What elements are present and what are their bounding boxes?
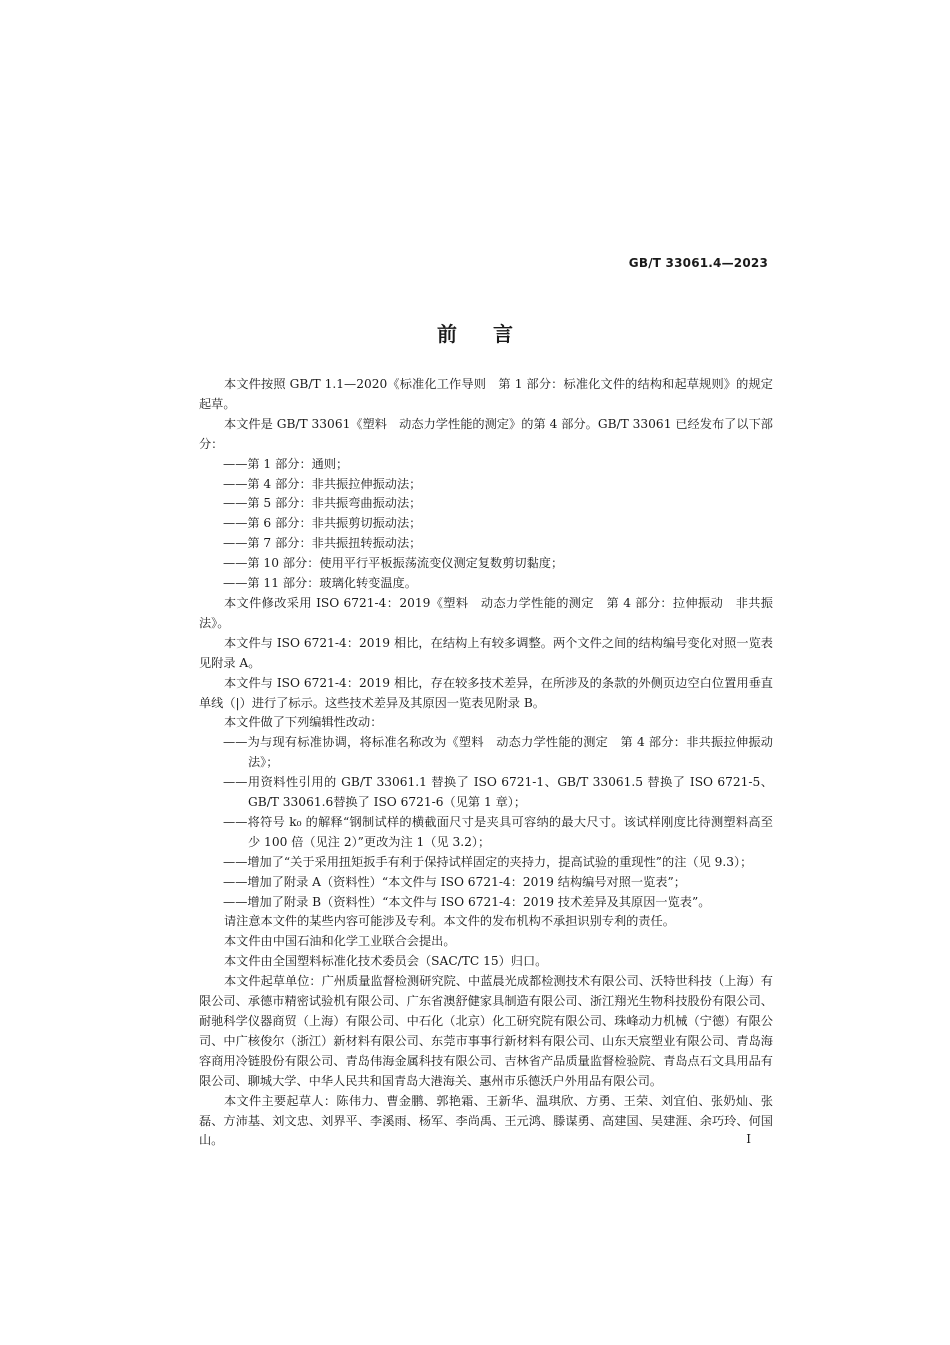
list-item: ——将符号 k₀ 的解释“钢制试样的横截面尺寸是夹具可容纳的最大尺寸。该试样刚度比待测塑料高至少 100 倍（见注 2）”更改为注 1（见 3.2）； <box>223 814 773 849</box>
foreword-body <box>199 375 773 1151</box>
list-item: ——增加了“关于采用扭矩扳手有利于保持试样固定的夹持力，提高试验的重现性”的注（见 9.3）； <box>223 854 753 869</box>
paragraph: 本文件修改采用 ISO 6721-4：2019《塑料 动态力学性能的测定 第 4 部分：拉伸振动 非共振法》。 <box>199 595 773 630</box>
page-title: 前言 <box>437 322 549 346</box>
drafting-organizations: 本文件起草单位：广州质量监督检测研究院、中蓝晨光成都检测技术有限公司、沃特世科技（上海）有限公司、承德市精密试验机有限公司、广东省澳舒健家具制造有限公司、浙江翔光生物科技股份有限公司、耐驰科学仪器商贸（上海）有限公司、中石化（北京）化工研究院有限公司、珠峰动力机械（宁德）有限公司、中广核俊尔（浙江）新材料有限公司、东莞市事事行新材料有限公司、山东天宸塑业有限公司、青岛海容商用冷链股份有限公司、青岛伟海金属科技有限公司、吉林省产品质量监督检验院、青岛点石文具用品有限公司、聊城大学、中华人民共和国青岛大港海关、惠州市乐德沃户外用品有限公司。 <box>199 974 773 1088</box>
list-item: ——增加了附录 B（资料性）“本文件与 ISO 6721-4：2019 技术差异及其原因一览表”。 <box>223 894 711 909</box>
list-item: ——第 10 部分：使用平行平板振荡流变仪测定复数剪切黏度； <box>223 556 564 571</box>
list-item: ——用资料性引用的 GB/T 33061.1 替换了 ISO 6721-1、GB/T 33061.5 替换了 ISO 6721-5、GB/T 33061.6替换了 ISO 6721-6（见第 1 章）； <box>223 775 773 810</box>
paragraph: 本文件由全国塑料标准化技术委员会（SAC/TC 15）归口。 <box>224 954 548 969</box>
list-item: ——第 7 部分：非共振扭转振动法； <box>223 536 422 551</box>
list-item: ——第 5 部分：非共振弯曲振动法； <box>223 496 422 511</box>
list-item: ——第 4 部分：非共振拉伸振动法； <box>223 476 422 491</box>
standard-number: GB/T 33061.4—2023 <box>628 256 768 270</box>
paragraph: 请注意本文件的某些内容可能涉及专利。本文件的发布机构不承担识别专利的责任。 <box>224 914 675 929</box>
paragraph: 本文件与 ISO 6721-4：2019 相比，在结构上有较多调整。两个文件之间的结构编号变化对照一览表见附录 A。 <box>199 635 773 670</box>
paragraph: 本文件与 ISO 6721-4：2019 相比，存在较多技术差异，在所涉及的条款的外侧页边空白位置用垂直单线（|）进行了标示。这些技术差异及其原因一览表见附录 B。 <box>199 675 773 710</box>
main-drafters: 本文件主要起草人：陈伟力、曹金鹏、郭艳霜、王新华、温琪欣、方勇、王荣、刘宜伯、张奶灿、张磊、方沛基、刘文忠、刘界平、李溪雨、杨军、李尚禹、王元鸿、滕谋勇、高建国、吴建涯、余巧玲、何国山。 <box>199 1093 773 1148</box>
paragraph: 本文件由中国石油和化学工业联合会提出。 <box>224 934 456 949</box>
paragraph: 本文件按照 GB/T 1.1—2020《标准化工作导则 第 1 部分：标准化文件的结构和起草规则》的规定起草。 <box>199 377 773 411</box>
paragraph: 本文件做了下列编辑性改动： <box>224 715 383 730</box>
page-number: I <box>746 1132 751 1146</box>
list-item: ——增加了附录 A（资料性）“本文件与 ISO 6721-4：2019 结构编号对照一览表”； <box>223 874 686 889</box>
list-item: ——第 11 部分：玻璃化转变温度。 <box>223 576 417 591</box>
paragraph: 本文件是 GB/T 33061《塑料 动态力学性能的测定》的第 4 部分。GB/T 33061 已经发布了以下部分： <box>199 416 773 451</box>
list-item: ——第 6 部分：非共振剪切振动法； <box>223 516 422 531</box>
list-item: ——为与现有标准协调，将标准名称改为《塑料 动态力学性能的测定 第 4 部分：非共振拉伸振动法》； <box>223 735 773 770</box>
list-item: ——第 1 部分：通则； <box>223 456 349 471</box>
